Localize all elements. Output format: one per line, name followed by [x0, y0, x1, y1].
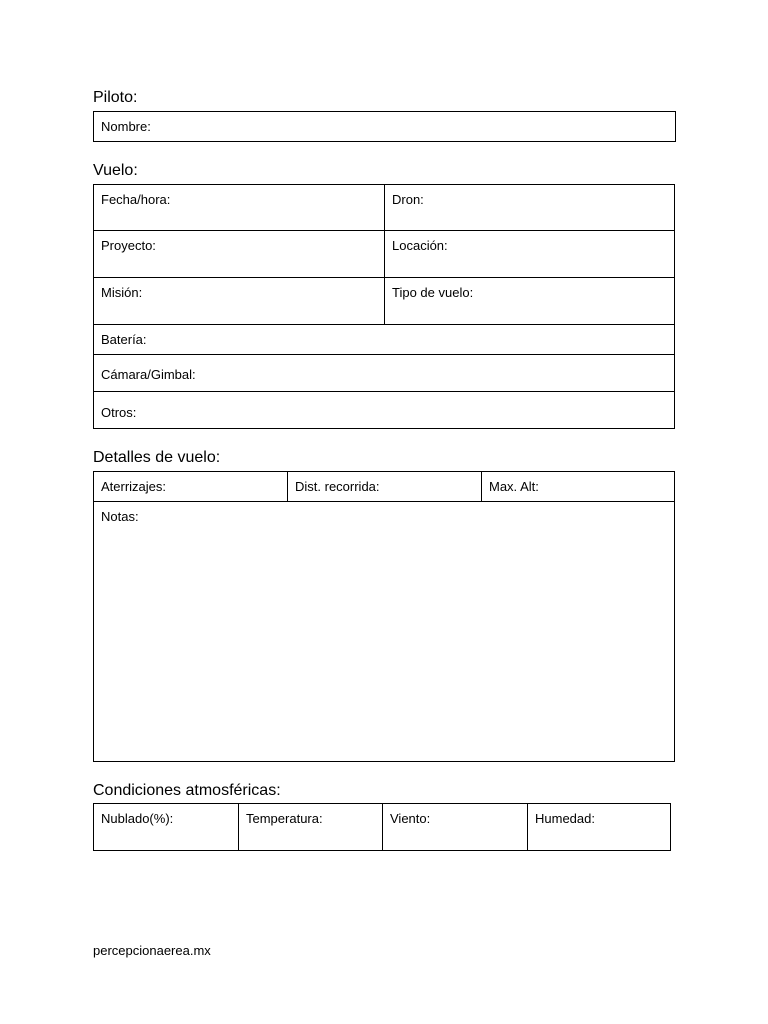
dron-label: Dron: — [392, 192, 424, 207]
camara-gimbal-field[interactable] — [94, 355, 674, 391]
bateria-label: Batería: — [101, 332, 147, 347]
bateria-field[interactable] — [94, 325, 674, 354]
dist-recorrida-label: Dist. recorrida: — [295, 479, 380, 494]
vuelo-heading: Vuelo: — [93, 162, 138, 179]
max-alt-field[interactable] — [482, 472, 674, 501]
notas-label: Notas: — [101, 509, 139, 524]
dron-field[interactable] — [385, 185, 675, 230]
mision-field[interactable] — [94, 278, 384, 324]
dist-recorrida-field[interactable] — [288, 472, 481, 501]
condiciones-heading: Condiciones atmosféricas: — [93, 782, 281, 799]
detalles-heading: Detalles de vuelo: — [93, 449, 221, 466]
piloto-table — [93, 111, 676, 142]
condiciones-table — [93, 803, 671, 851]
proyecto-label: Proyecto: — [101, 238, 156, 253]
temperatura-label: Temperatura: — [246, 811, 323, 826]
nublado-label: Nublado(%): — [101, 811, 174, 826]
humedad-label: Humedad: — [535, 811, 595, 826]
footer-website: percepcionaerea.mx — [93, 943, 211, 958]
piloto-heading: Piloto: — [93, 89, 138, 106]
humedad-field[interactable] — [528, 804, 670, 850]
otros-field[interactable] — [94, 392, 674, 428]
otros-label: Otros: — [101, 405, 137, 420]
camara-gimbal-label: Cámara/Gimbal: — [101, 367, 196, 382]
temperatura-field[interactable] — [239, 804, 382, 850]
fecha-hora-field[interactable] — [94, 185, 384, 230]
aterrizajes-label: Aterrizajes: — [101, 479, 167, 494]
nublado-field[interactable] — [94, 804, 238, 850]
viento-field[interactable] — [383, 804, 527, 850]
max-alt-label: Max. Alt: — [489, 479, 539, 494]
proyecto-field[interactable] — [94, 231, 384, 277]
locacion-field[interactable] — [385, 231, 675, 277]
aterrizajes-field[interactable] — [94, 472, 287, 501]
tipo-vuelo-label: Tipo de vuelo: — [392, 285, 474, 300]
locacion-label: Locación: — [392, 238, 448, 253]
notas-field[interactable] — [94, 502, 674, 761]
vuelo-table — [93, 184, 675, 429]
viento-label: Viento: — [390, 811, 431, 826]
mision-label: Misión: — [101, 285, 143, 300]
nombre-label: Nombre: — [101, 119, 151, 134]
tipo-vuelo-field[interactable] — [385, 278, 675, 324]
detalles-table — [93, 471, 675, 762]
nombre-field[interactable] — [94, 112, 675, 141]
fecha-hora-label: Fecha/hora: — [101, 192, 171, 207]
